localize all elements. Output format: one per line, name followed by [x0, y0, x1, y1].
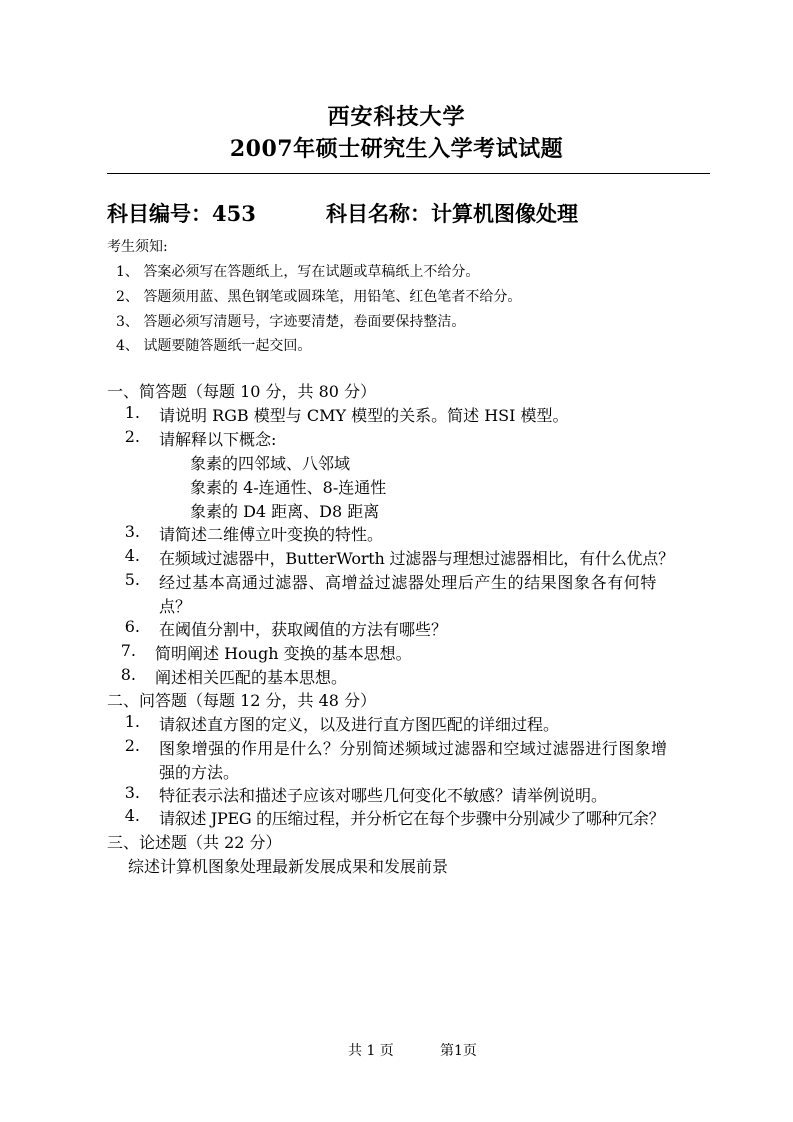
question-number: 4.	[124, 546, 140, 565]
question-number: 2.	[124, 427, 140, 446]
notice-item: 2、 答题须用蓝、黑色钢笔或圆珠笔，用铅笔、红色笔者不给分。	[116, 289, 522, 305]
question-number: 2.	[124, 736, 140, 755]
section1-heading: 一、简答题（每题 10 分，共 80 分）	[107, 382, 377, 401]
question-text: 请说明 RGB 模型与 CMY 模型的关系。简述 HSI 模型。	[159, 406, 569, 425]
notice-item: 1、 答案必须写在答题纸上，写在试题或草稿纸上不给分。	[116, 264, 480, 280]
question-number: 3.	[124, 522, 140, 541]
sub-concept: 象素的四邻域、八邻域	[190, 454, 351, 473]
question-number: 5.	[124, 570, 140, 589]
question-number: 4.	[124, 806, 140, 825]
header-divider	[107, 173, 710, 174]
university-name: 西安科技大学	[327, 104, 466, 130]
question-text: 阐述相关匹配的基本思想。	[155, 668, 348, 687]
subject-code: 科目编号：453	[107, 201, 256, 226]
question-text-continued: 强的方法。	[159, 763, 240, 782]
notice-heading: 考生须知:	[107, 239, 168, 255]
question-number: 7.	[120, 641, 136, 660]
question-text: 在阈值分割中，获取阈值的方法有哪些？	[159, 620, 448, 639]
question-text: 请叙述 JPEG 的压缩过程，并分析它在每个步骤中分别减少了哪种冗余？	[159, 809, 665, 828]
sub-concept: 象素的 D4 距离、D8 距离	[190, 502, 380, 521]
question-text: 请叙述直方图的定义，以及进行直方图匹配的详细过程。	[159, 715, 560, 734]
question-text: 请简述二维傅立叶变换的特性。	[159, 525, 384, 544]
notice-item: 4、 试题要随答题纸一起交回。	[116, 338, 312, 354]
question-number: 1.	[124, 403, 140, 422]
question-text: 简明阐述 Hough 变换的基本思想。	[155, 644, 412, 663]
section3-heading: 三、论述题（共 22 分）	[107, 833, 282, 852]
question-text: 经过基本高通过滤器、高增益过滤器处理后产生的结果图象各有何特	[159, 573, 658, 592]
notice-item: 3、 答题必须写清题号，字迹要清楚，卷面要保持整洁。	[116, 314, 466, 330]
question-text: 请解释以下概念:	[159, 430, 277, 449]
question-text-continued: 点？	[159, 597, 192, 616]
question-number: 8.	[120, 665, 136, 684]
sub-concept: 象素的 4-连通性、8-连通性	[190, 478, 387, 497]
question-number: 1.	[124, 712, 140, 731]
question-number: 6.	[124, 617, 140, 636]
question-text: 图象增强的作用是什么？分别简述频域过滤器和空域过滤器进行图象增	[159, 739, 668, 758]
question-number: 3.	[124, 783, 140, 802]
exam-title: 2007年硕士研究生入学考试试题	[229, 136, 564, 162]
section2-heading: 二、问答题（每题 12 分，共 48 分）	[107, 691, 377, 710]
question-text: 特征表示法和描述子应该对哪些几何变化不敏感？请举例说明。	[159, 786, 608, 805]
essay-question: 综述计算机图象处理最新发展成果和发展前景	[128, 857, 449, 876]
footer-page-number: 第1页	[440, 1043, 477, 1059]
footer-total-pages: 共 1 页	[348, 1043, 394, 1059]
subject-name: 科目名称：计算机图像处理	[326, 201, 578, 226]
question-text: 在频域过滤器中，ButterWorth 过滤器与理想过滤器相比，有什么优点？	[159, 549, 674, 568]
